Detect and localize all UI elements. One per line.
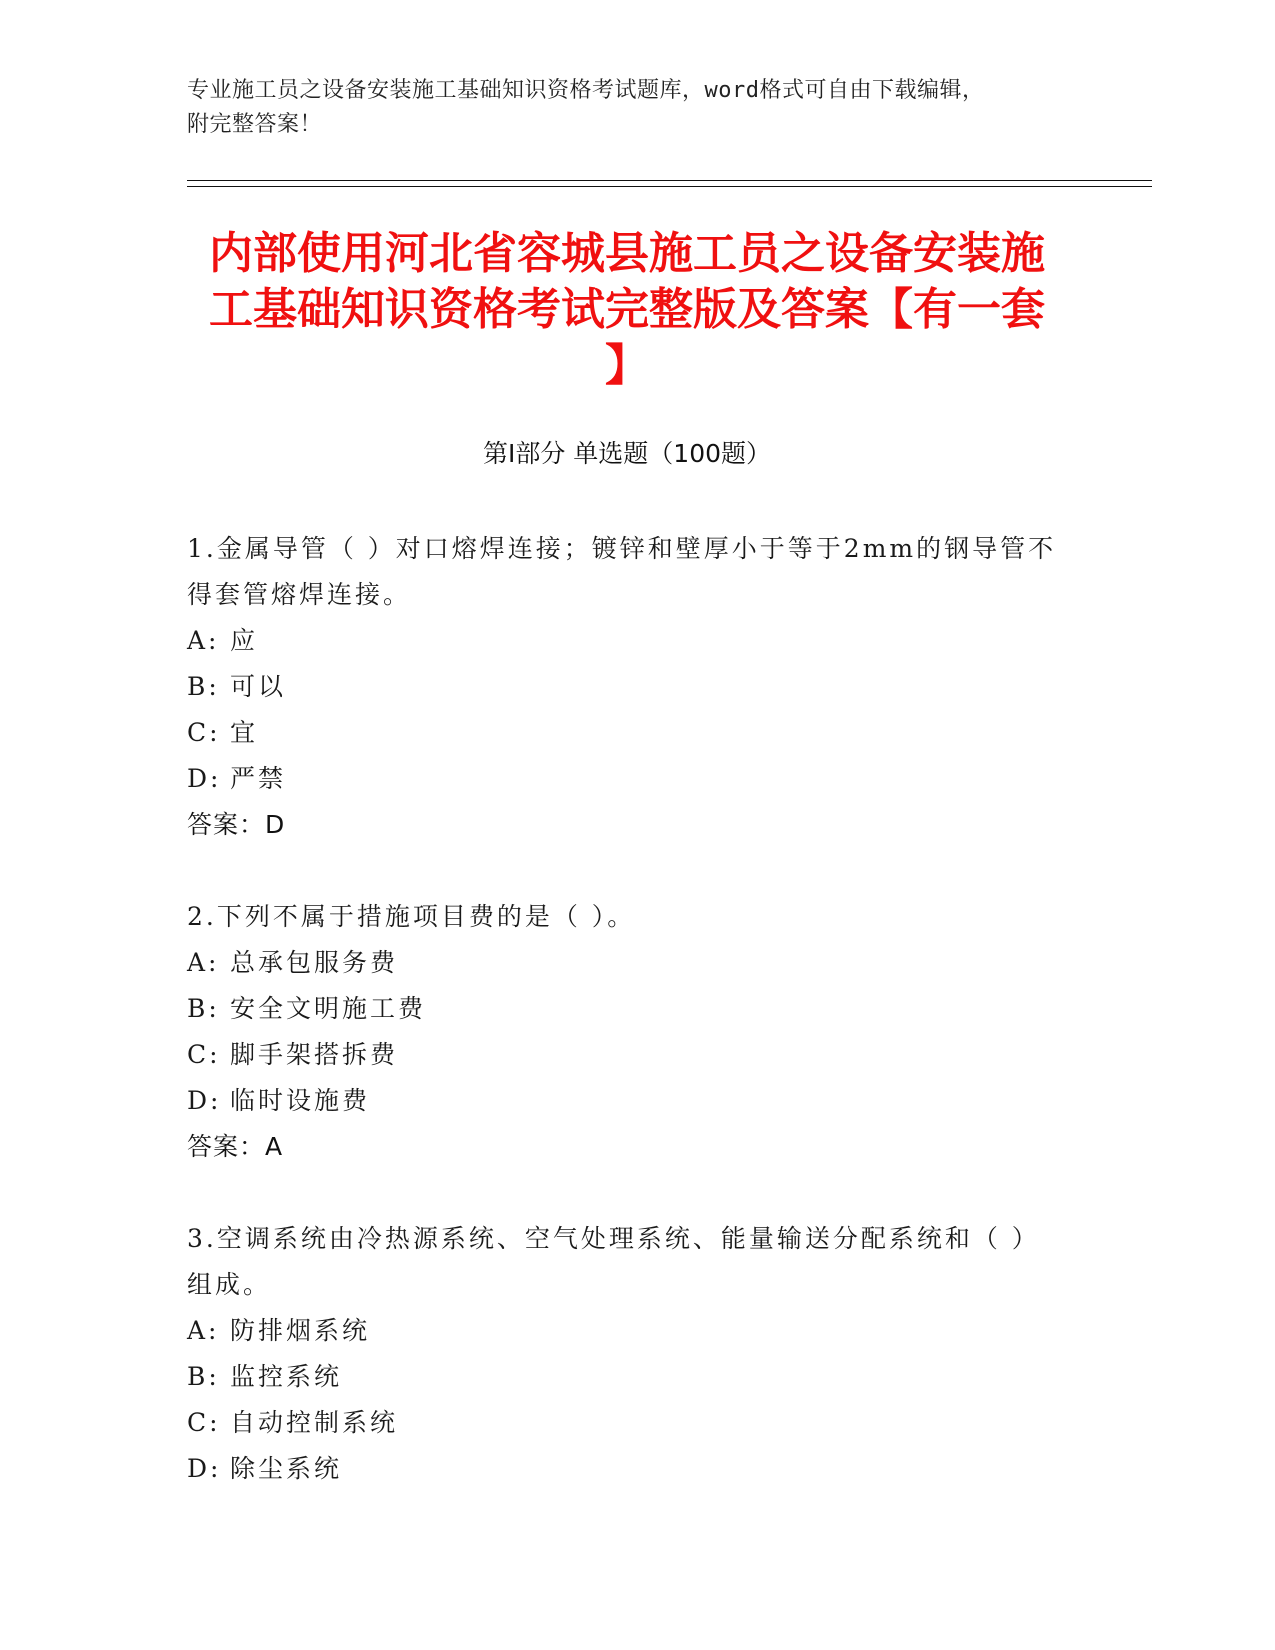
option-text: 宜 (230, 718, 259, 747)
question-stem: 2.下列不属于措施项目费的是（ ）。 (187, 902, 636, 931)
header-note-line-1: 专业施工员之设备安装施工基础知识资格考试题库，word格式可自由下载编辑， (187, 78, 985, 103)
option-text: 严禁 (230, 764, 287, 793)
option-text: 脚手架搭拆费 (230, 1040, 399, 1069)
option-letter: A: (187, 626, 220, 655)
section-heading: 第Ⅰ部分 单选题（100题） (482, 439, 772, 468)
option-letter: C: (187, 718, 221, 747)
option-text: 安全文明施工费 (230, 994, 427, 1023)
option-text: 总承包服务费 (230, 948, 399, 977)
option-a (187, 940, 1067, 986)
option-letter: D: (187, 764, 222, 793)
option-letter: B: (187, 672, 220, 701)
option-text: 应 (230, 626, 259, 655)
option-text: 临时设施费 (230, 1086, 371, 1115)
option-letter: C: (187, 1040, 221, 1069)
option-letter: A: (187, 1316, 220, 1345)
header-note-line-2: 附完整答案！ (187, 112, 323, 137)
option-b (187, 664, 1067, 710)
option-letter: A: (187, 948, 220, 977)
document-title-line-2: 工基础知识资格考试完整版及答案【有一套 (209, 284, 1045, 335)
option-letter: D: (187, 1454, 222, 1483)
question-2 (187, 894, 1067, 1170)
option-b (187, 986, 1067, 1032)
option-letter: D: (187, 1086, 222, 1115)
option-d (187, 1446, 1067, 1492)
option-a (187, 1308, 1067, 1354)
option-letter: B: (187, 994, 220, 1023)
question-1 (187, 526, 1067, 848)
header-divider-top (187, 180, 1152, 181)
option-letter: C: (187, 1408, 221, 1437)
document-title (187, 226, 1067, 394)
option-c (187, 1032, 1067, 1078)
document-title-line-3: 】 (605, 340, 649, 391)
option-b (187, 1354, 1067, 1400)
option-c (187, 710, 1067, 756)
header-divider-bottom (187, 186, 1152, 187)
option-text: 可以 (230, 672, 287, 701)
option-d (187, 1078, 1067, 1124)
question-list (187, 526, 1067, 1538)
answer-line: 答案：A (187, 1132, 284, 1161)
option-c (187, 1400, 1067, 1446)
header-note (187, 74, 1087, 142)
question-stem: 3.空调系统由冷热源系统、空气处理系统、能量输送分配系统和（ ）组成。 (187, 1224, 1040, 1299)
option-letter: B: (187, 1362, 220, 1391)
option-text: 除尘系统 (230, 1454, 343, 1483)
option-d (187, 756, 1067, 802)
document-title-line-1: 内部使用河北省容城县施工员之设备安装施 (209, 228, 1045, 279)
question-stem: 1.金属导管（ ）对口熔焊连接；镀锌和壁厚小于等于2mm的钢导管不得套管熔焊连接。 (187, 534, 1057, 609)
answer-line: 答案：D (187, 810, 286, 839)
question-3 (187, 1216, 1067, 1492)
option-text: 防排烟系统 (230, 1316, 371, 1345)
option-text: 监控系统 (230, 1362, 343, 1391)
option-text: 自动控制系统 (230, 1408, 399, 1437)
option-a (187, 618, 1067, 664)
